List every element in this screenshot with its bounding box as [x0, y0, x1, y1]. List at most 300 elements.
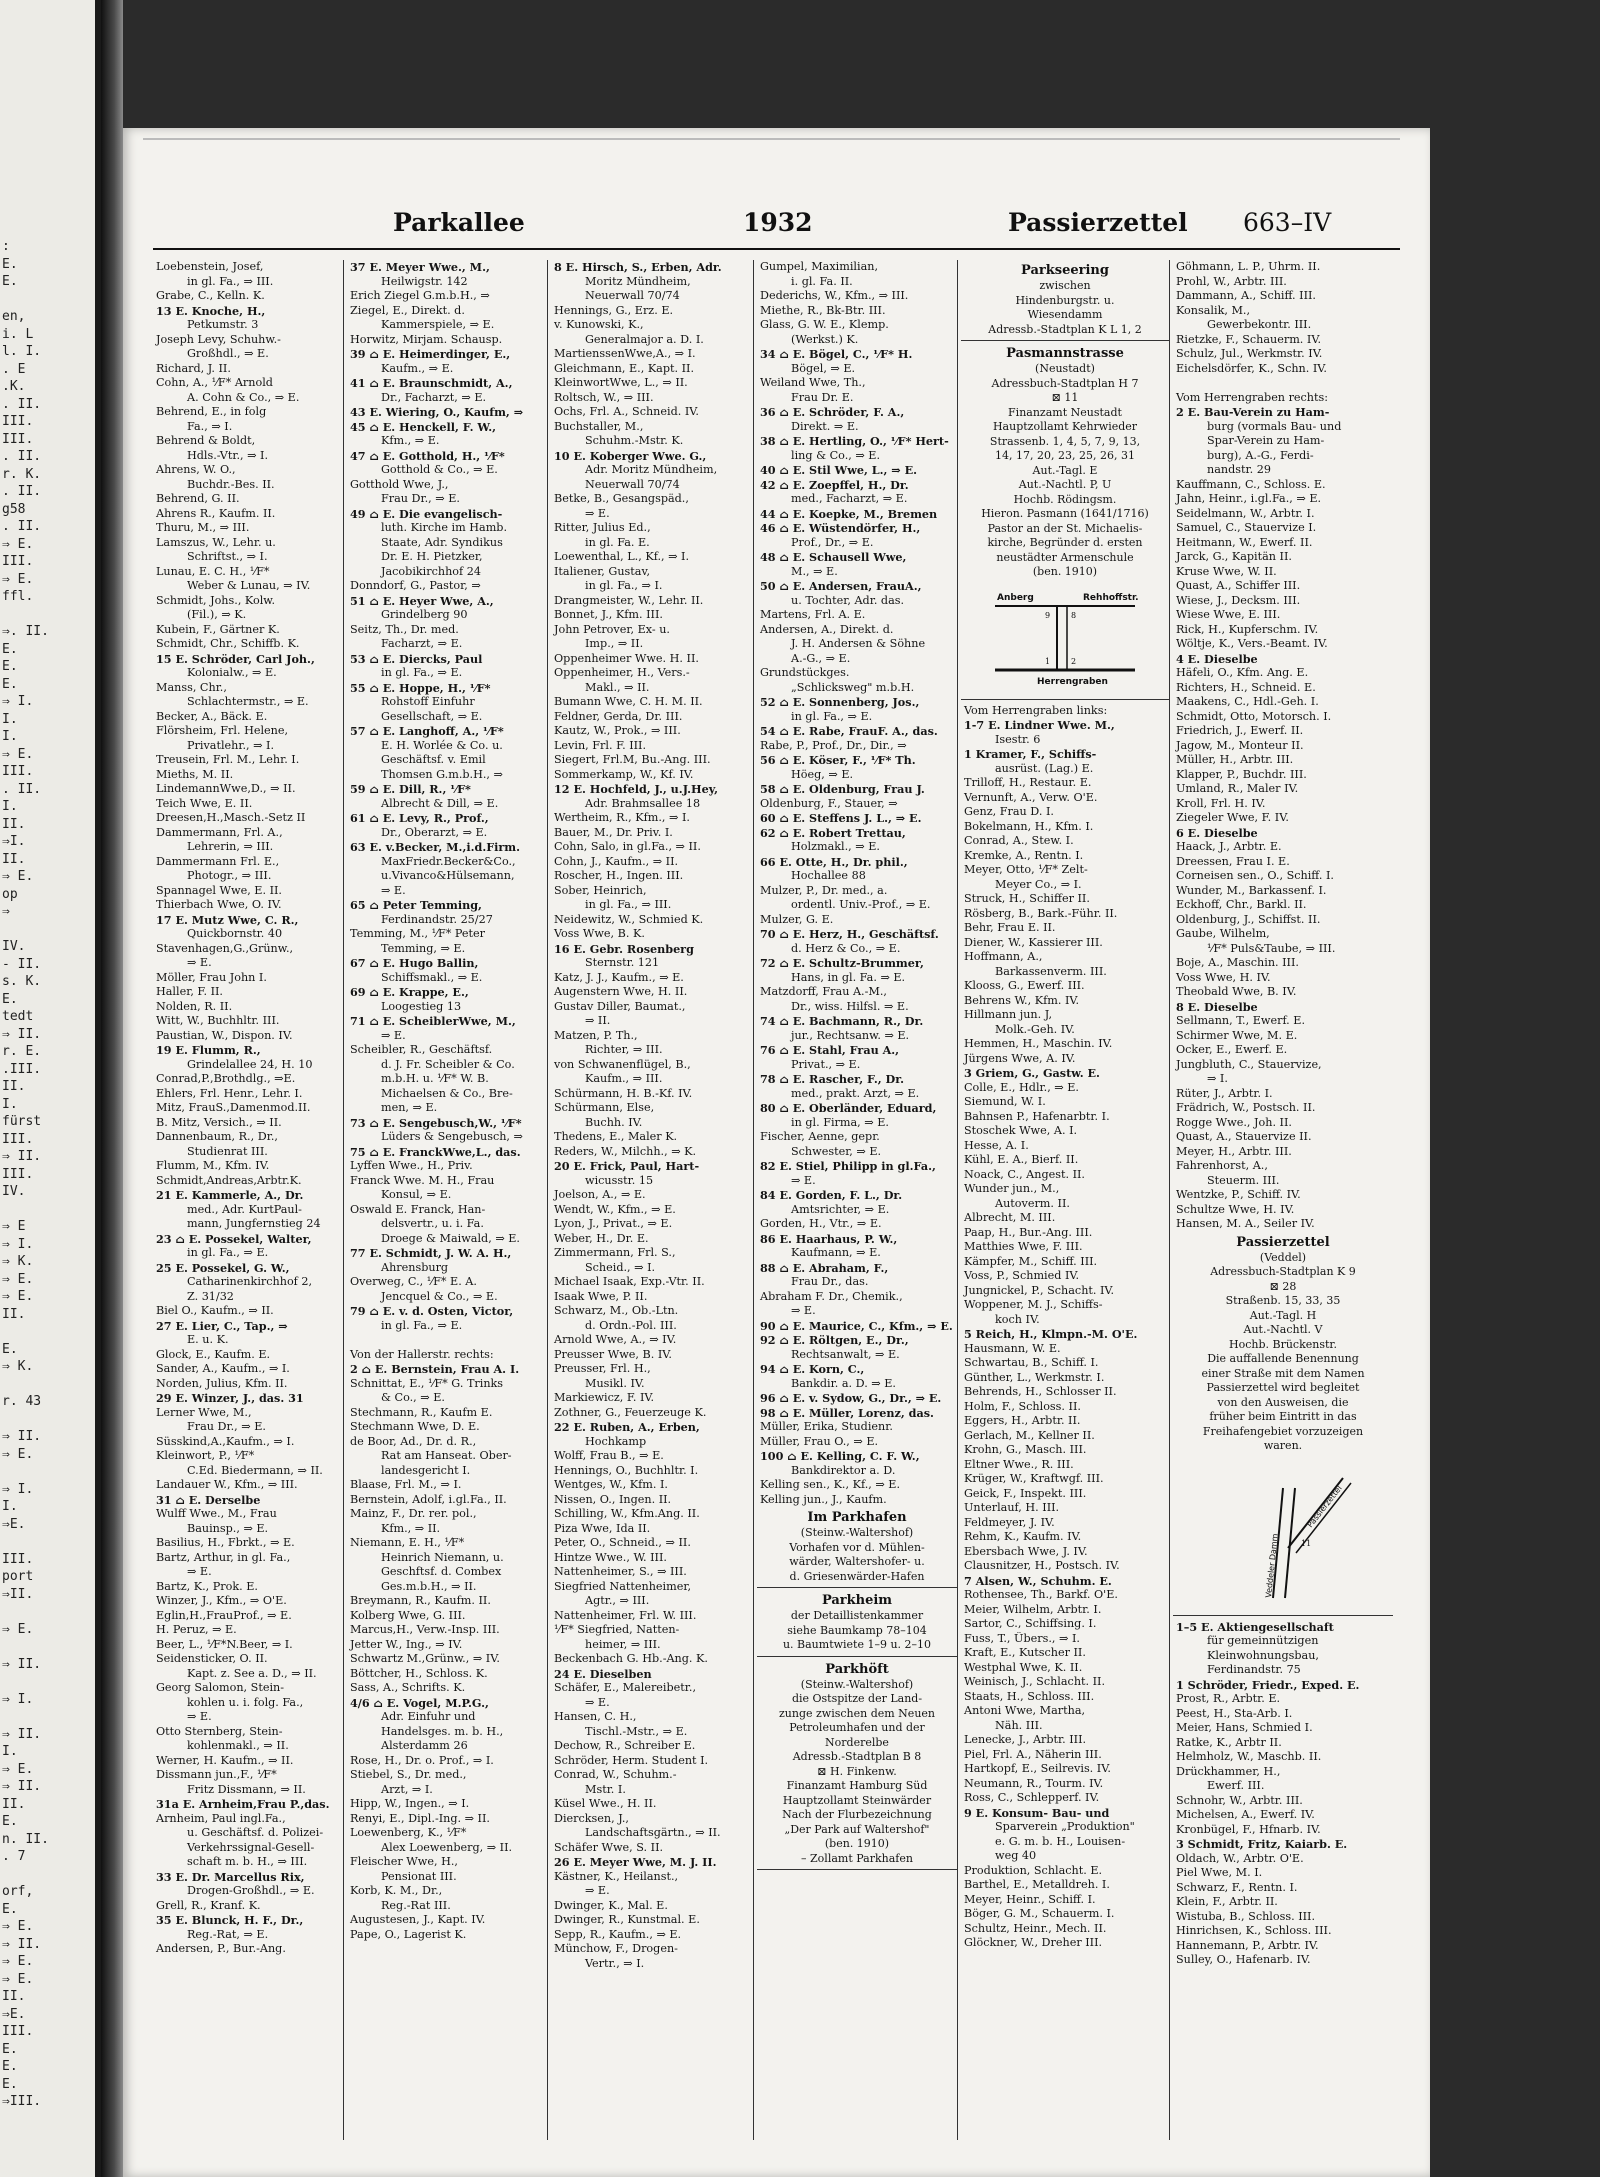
directory-entry: Alsterdamm 26: [381, 1739, 468, 1752]
directory-entry: Rehm, K., Kaufm. IV.: [964, 1530, 1082, 1543]
directory-entry: de Boor, Ad., Dr. d. R.,: [350, 1434, 477, 1448]
directory-entry: Corneisen sen., O., Schiff. I.: [1176, 869, 1334, 882]
directory-entry: Buchdr.-Bes. II.: [187, 477, 275, 491]
directory-entry: Loewenthal, L., Kf., ⇒ I.: [554, 550, 690, 563]
directory-entry: Hesse, A. I.: [964, 1138, 1029, 1152]
directory-entry: Dr., wiss. Hilfsl. ⇒ E.: [791, 999, 909, 1013]
directory-entry: weg 40: [995, 1849, 1037, 1862]
directory-entry: Großhdl., ⇒ E.: [187, 347, 269, 360]
directory-entry: Blaase, Frl. M., ⇒ I.: [350, 1478, 462, 1491]
directory-entry: 10 E. Koberger Wwe. G.,: [554, 448, 707, 463]
directory-entry: Neuerwall 70/74: [585, 477, 680, 491]
directory-entry: Kleinwohnungsbau,: [1207, 1648, 1319, 1662]
directory-entry: ⇒ E.: [187, 1710, 212, 1723]
directory-entry: Schnohr, W., Arbtr. III.: [1176, 1793, 1303, 1807]
directory-entry: ordentl. Univ.-Prof., ⇒ E.: [791, 898, 931, 911]
directory-entry: Levin, Frl. F. III.: [554, 738, 647, 752]
map-house-number: 1: [1045, 656, 1051, 666]
directory-entry: Eltner Wwe., R. III.: [964, 1457, 1074, 1471]
directory-entry: Schröder, Herm. Student I.: [554, 1753, 709, 1767]
directory-entry: in gl. Fa., ⇒ E.: [791, 709, 873, 723]
directory-entry: Facharzt, ⇒ E.: [381, 637, 463, 650]
directory-entry: Witt, W., Buchhltr. III.: [156, 1014, 280, 1027]
directory-entry: A.-G., ⇒ E.: [791, 651, 851, 665]
directory-entry: E. H. Worlée & Co. u.: [381, 738, 503, 752]
directory-entry: 90 ⌂ E. Maurice, C., Kfm., ⇒ E.: [760, 1318, 953, 1333]
directory-entry: Rose, H., Dr. o. Prof., ⇒ I.: [350, 1753, 494, 1767]
directory-entry: 1–5 E. Aktiengesellschaft: [1176, 1619, 1334, 1634]
directory-entry: 53 ⌂ E. Diercks, Paul: [350, 651, 483, 666]
column-3: [551, 260, 754, 2140]
directory-entry: med., Adr. KurtPaul-: [187, 1202, 302, 1216]
directory-entry: ⇒ E.: [585, 1884, 610, 1897]
directory-entry: ⇒ E.: [585, 506, 610, 520]
directory-entry: Conrad, W., Schuhm.-: [554, 1768, 677, 1781]
directory-entry: Arnheim, Paul ingl.Fa.,: [156, 1811, 286, 1825]
directory-entry: Zothner, G., Feuerzeuge K.: [554, 1405, 707, 1419]
street-name-heading: Parkseering: [1021, 263, 1109, 278]
directory-entry: 31 ⌂ E. Derselbe: [156, 1492, 261, 1507]
directory-entry: Gustav Diller, Baumat.,: [554, 999, 686, 1013]
directory-entry: Fuss, T., Übers., ⇒ I.: [964, 1631, 1080, 1645]
directory-entry: Eichelsdörfer, K., Schn. IV.: [1176, 361, 1327, 375]
directory-entry: Gesellschaft, ⇒ E.: [381, 709, 483, 723]
street-info-line: Finanzamt Neustadt: [1008, 405, 1122, 419]
directory-entry: Helmholz, W., Maschb. II.: [1176, 1750, 1322, 1763]
street-info-line: siehe Baumkamp 78–104: [787, 1623, 927, 1637]
directory-entry: Rohstoff Einfuhr: [381, 695, 475, 708]
directory-entry: MartienssenWwe,A., ⇒ I.: [554, 347, 696, 360]
directory-entry: Handelsges. m. b. H.,: [381, 1724, 504, 1738]
directory-entry: Andersen, P., Bur.-Ang.: [156, 1942, 286, 1955]
directory-entry: Jetter W., Ing., ⇒ IV.: [350, 1637, 463, 1651]
directory-entry: Z. 31/32: [187, 1289, 234, 1303]
directory-entry: Gotthold & Co., ⇒ E.: [381, 463, 498, 476]
street-name-heading: Parkhöft: [825, 1661, 889, 1677]
directory-entry: kohlen u. i. folg. Fa.,: [187, 1695, 304, 1709]
directory-entry: Fleischer Wwe, H.,: [350, 1855, 458, 1868]
directory-entry: Schmidt, Johs., Kolw.: [156, 593, 276, 607]
directory-entry: Grabe, C., Kelln. K.: [156, 289, 265, 302]
directory-entry: 100 ⌂ E. Kelling, C. F. W.,: [760, 1449, 920, 1463]
directory-entry: Ewerf. III.: [1207, 1779, 1265, 1792]
street-info-line: „Der Park auf Waltershof": [784, 1822, 930, 1836]
directory-entry: Pensionat III.: [381, 1869, 457, 1883]
directory-entry: med., prakt. Arzt, ⇒ E.: [791, 1086, 920, 1100]
directory-entry: Bahnsen P., Hafenarbtr. I.: [964, 1109, 1110, 1123]
directory-entry: Rat am Hanseat. Ober-: [381, 1449, 512, 1462]
directory-entry: Adr. Brahmsallee 18: [585, 796, 701, 810]
directory-entry: Richter, ⇒ III.: [585, 1043, 663, 1056]
directory-entry: Rothensee, Th., Barkf. O'E.: [964, 1588, 1118, 1601]
directory-entry: 63 E. v.Becker, M.,i.d.Firm.: [350, 840, 521, 854]
directory-entry: Klein, F., Arbtr. II.: [1176, 1895, 1278, 1908]
directory-entry: „Schlicksweg" m.b.H.: [791, 680, 915, 694]
directory-entry: 41 ⌂ E. Braunschmidt, A.,: [350, 376, 513, 390]
street-info-line: Wiesendamm: [1027, 308, 1103, 321]
directory-entry: Privatlehr., ⇒ I.: [187, 738, 275, 752]
directory-entry: Kfm., ⇒ II.: [381, 1521, 441, 1535]
directory-entry: ⇒ E.: [381, 1028, 406, 1042]
directory-entry: Böger, G. M., Schauerm. I.: [964, 1907, 1115, 1920]
directory-entry: Drückhammer, H.,: [1176, 1764, 1281, 1778]
directory-entry: Näh. III.: [995, 1718, 1043, 1732]
directory-entry: Makl., ⇒ II.: [585, 680, 650, 694]
directory-entry: Loewenberg, K., ⅟F*: [350, 1826, 467, 1839]
street-map-sketch: [1193, 1458, 1373, 1608]
directory-entry: 65 ⌂ Peter Temming,: [350, 898, 482, 912]
street-info-line: Passierzettel wird begleitet: [1206, 1381, 1360, 1394]
directory-entry: Fa., ⇒ I.: [187, 419, 233, 433]
directory-entry: Dreessen, Frau I. E.: [1176, 854, 1290, 868]
directory-entry: 60 ⌂ E. Steffens J. L., ⇒ E.: [760, 811, 922, 825]
street-info-box: [961, 262, 1169, 341]
directory-entry: Stechmann Wwe, D. E.: [350, 1420, 480, 1433]
directory-entry: Matzen, P. Th.,: [554, 1028, 638, 1042]
directory-entry: Thedens, E., Maler K.: [554, 1130, 678, 1143]
directory-entry: Musikl. IV.: [585, 1376, 645, 1390]
street-info-box: [961, 345, 1169, 700]
directory-entry: Meyer, Heinr., Schiff. I.: [964, 1892, 1096, 1906]
directory-entry: Schnittat, E., ⅟F* G. Trinks: [350, 1376, 504, 1390]
directory-entry: Thierbach Wwe, O. IV.: [156, 898, 282, 911]
directory-entry: Oswald E. Franck, Han-: [350, 1202, 486, 1216]
directory-entry: 50 ⌂ E. Andersen, FrauA.,: [760, 579, 922, 593]
directory-entry: Sass, A., Schrifts. K.: [350, 1681, 466, 1694]
directory-entry: Schultz, Heinr., Mech. II.: [964, 1921, 1107, 1935]
directory-entry: 4/6 ⌂ E. Vogel, M.P.G.,: [350, 1695, 489, 1710]
directory-entry: in gl. Fa., ⇒ III.: [585, 898, 672, 911]
map-street-label: Herrengraben: [1037, 676, 1108, 687]
directory-entry: Niemann, E. H., ⅟F*: [350, 1536, 465, 1549]
directory-entry: i. gl. Fa. II.: [791, 274, 853, 288]
directory-entry: Horwitz, Mirjam. Schausp.: [350, 332, 503, 346]
directory-entry: Buchstaller, M.,: [554, 419, 644, 433]
directory-entry: kohlenmakl., ⇒ II.: [187, 1739, 289, 1752]
directory-entry: 66 E. Otte, H., Dr. phil.,: [760, 854, 908, 869]
directory-entry: d. Ordn.-Pol. III.: [585, 1318, 677, 1332]
directory-entry: Eglin,H.,FrauProf., ⇒ E.: [156, 1608, 292, 1622]
directory-entry: Glock, E., Kaufm. E.: [156, 1347, 271, 1361]
directory-entry: Ferdinandstr. 25/27: [381, 912, 493, 926]
directory-entry: Teich Wwe, E. II.: [156, 796, 253, 810]
directory-entry: Dammermann, Frl. A.,: [156, 825, 283, 839]
directory-entry: Weber & Lunau, ⇒ IV.: [187, 579, 311, 592]
directory-entry: Jürgens Wwe, A. IV.: [964, 1051, 1076, 1065]
directory-entry: Fahrenhorst, A.,: [1176, 1159, 1268, 1172]
directory-entry: Jacobikirchhof 24: [381, 564, 481, 578]
directory-entry: med., Facharzt, ⇒ E.: [791, 492, 908, 505]
directory-entry: Martens, Frl. A. E.: [760, 608, 866, 621]
directory-entry: Grindelberg 90: [381, 608, 468, 621]
street-info-box: [757, 1592, 957, 1657]
directory-entry: 61 ⌂ E. Levy, R., Prof.,: [350, 811, 489, 825]
directory-entry: Genz, Frau D. I.: [964, 805, 1054, 818]
directory-entry: 84 E. Gorden, F. L., Dr.: [760, 1188, 903, 1202]
directory-entry: Eckhoff, Chr., Barkl. II.: [1176, 898, 1307, 911]
directory-entry: Klooss, G., Ewerf. III.: [964, 979, 1085, 992]
directory-entry: Preusser, Frl. H.,: [554, 1362, 651, 1375]
directory-entry: Rüter, J., Arbtr. I.: [1176, 1086, 1273, 1100]
directory-entry: Oldach, W., Arbtr. O'E.: [1176, 1851, 1304, 1865]
directory-entry: Barthel, E., Metalldreh. I.: [964, 1878, 1110, 1891]
directory-entry: 57 ⌂ E. Langhoff, A., ⅟F*: [350, 724, 504, 738]
street-info-line: (Veddel): [1259, 1250, 1307, 1264]
map-street-label: Passierzettel: [1305, 1483, 1344, 1529]
directory-entry: Grundstückges.: [760, 666, 850, 679]
directory-entry: Müller, Erika, Studienr.: [760, 1420, 893, 1433]
directory-entry: ling & Co., ⇒ E.: [791, 448, 881, 462]
directory-entry: Schlachtermstr., ⇒ E.: [187, 695, 309, 708]
directory-entry: Kapt. z. See a. D., ⇒ II.: [187, 1666, 317, 1680]
directory-entry: 70 ⌂ E. Herz, H., Geschäftsf.: [760, 927, 939, 941]
map-house-number: 9: [1045, 610, 1051, 620]
directory-entry: in gl. Fa., ⇒ E.: [381, 1318, 463, 1332]
directory-entry: 51 ⌂ E. Heyer Wwe, A.,: [350, 593, 494, 608]
directory-entry: Nattenheimer, S., ⇒ III.: [554, 1565, 687, 1578]
directory-entry: Schürmann, H. B.-Kf. IV.: [554, 1086, 693, 1100]
directory-entry: Boje, A., Maschin. III.: [1176, 956, 1299, 969]
directory-entry: 58 ⌂ E. Oldenburg, Frau J.: [760, 782, 925, 796]
directory-entry: Joelson, A., ⇒ E.: [554, 1188, 646, 1201]
directory-entry: Schilling, W., Kfm.Ang. II.: [554, 1507, 700, 1520]
directory-entry: Arzt, ⇒ I.: [381, 1782, 433, 1796]
directory-entry: e. G. m. b. H., Louisen-: [995, 1834, 1126, 1848]
directory-entry: 86 E. Haarhaus, P. W.,: [760, 1231, 898, 1246]
directory-entry: Reg.-Rat, ⇒ E.: [187, 1927, 269, 1941]
directory-entry: Kelling sen., K., Kf., ⇒ E.: [760, 1478, 901, 1491]
directory-entry: Neuerwall 70/74: [585, 289, 680, 302]
directory-entry: Becker, A., Bäck. E.: [156, 709, 268, 723]
directory-entry: Kleinwort, P., ⅟F*: [156, 1449, 255, 1462]
directory-entry: Thomsen G.m.b.H., ⇒: [381, 767, 503, 781]
directory-entry: Matthies Wwe, F. III.: [964, 1240, 1083, 1253]
directory-entry: Conrad,P.,Brothdlg., ⇒E.: [156, 1072, 296, 1085]
directory-entry: Otto Sternberg, Stein-: [156, 1724, 283, 1738]
directory-entry: Franck Wwe. M. H., Frau: [350, 1173, 495, 1187]
directory-entry: Drangmeister, W., Lehr. II.: [554, 593, 704, 607]
directory-entry: 62 ⌂ E. Robert Trettau,: [760, 825, 906, 840]
directory-entry: Kauffmann, C., Schloss. E.: [1176, 477, 1326, 491]
directory-entry: Katz, J. J., Kaufm., ⇒ E.: [554, 970, 684, 984]
directory-entry: Prof., Dr., ⇒ E.: [791, 535, 874, 549]
directory-entry: 4 E. Dieselbe: [1176, 651, 1258, 666]
directory-entry: Möller, Frau John I.: [156, 970, 267, 984]
directory-entry: J. H. Andersen & Söhne: [791, 637, 926, 650]
directory-entry: Voss Wwe, H. IV.: [1176, 970, 1271, 984]
directory-entry: Dreesen,H.,Masch.-Setz II: [156, 811, 306, 824]
directory-entry: Schmidt,Andreas,Arbtr.K.: [156, 1173, 302, 1187]
directory-entry: Treusein, Frl. M., Lehr. I.: [156, 753, 300, 766]
directory-entry: Hennings, O., Buchhltr. I.: [554, 1463, 699, 1477]
directory-entry: ⇒ E.: [187, 956, 212, 969]
directory-entry: Stiebel, S., Dr. med.,: [350, 1768, 467, 1781]
directory-entry: Stavenhagen,G.,Grünw.,: [156, 941, 294, 955]
directory-entry: 98 ⌂ E. Müller, Lorenz, das.: [760, 1405, 934, 1420]
directory-entry: Rabe, P., Prof., Dr., Dir., ⇒: [760, 738, 907, 752]
directory-entry: 46 ⌂ E. Wüstendörfer, H.,: [760, 521, 921, 535]
directory-entry: Scheibler, R., Geschäftsf.: [350, 1043, 493, 1056]
directory-entry: Staate, Adr. Syndikus: [381, 535, 503, 549]
directory-entry: 17 E. Mutz Wwe, C. R.,: [156, 912, 299, 927]
directory-entry: Glass, G. W. E., Klemp.: [760, 318, 889, 331]
street-info-line: (Steinw.-Waltershof): [800, 1526, 914, 1539]
directory-entry: Kästner, K., Heilanst.,: [554, 1869, 679, 1883]
directory-entry: Sparverein „Produktion": [995, 1820, 1135, 1833]
directory-entry: 48 ⌂ E. Schausell Wwe,: [760, 550, 907, 564]
directory-entry: Kaufm., ⇒ E.: [381, 361, 454, 375]
directory-entry: 12 E. Hochfeld, J., u.J.Hey,: [554, 782, 719, 796]
directory-entry: Schmidt, Chr., Schiffb. K.: [156, 637, 300, 650]
directory-entry: [347, 1333, 547, 1348]
directory-entry: Wentzke, P., Schiff. IV.: [1176, 1188, 1301, 1201]
directory-entry: 80 ⌂ E. Oberländer, Eduard,: [760, 1101, 937, 1115]
directory-entry: Ochs, Frl. A., Schneid. IV.: [554, 405, 699, 418]
directory-entry: Staats, H., Schloss. III.: [964, 1689, 1095, 1703]
directory-entry: & Co., ⇒ E.: [381, 1391, 445, 1404]
directory-entry: Kroll, Frl. H. IV.: [1176, 796, 1266, 810]
directory-entry: nandstr. 29: [1207, 463, 1271, 476]
directory-entry: Schuhm.-Mstr. K.: [585, 434, 684, 447]
street-info-line: von den Ausweisen, die: [1217, 1395, 1349, 1409]
directory-entry: Autoverm. II.: [995, 1196, 1070, 1210]
directory-entry: Neumann, R., Tourm. IV.: [964, 1776, 1104, 1790]
directory-entry: delsvertr., u. i. Fa.: [381, 1217, 484, 1230]
directory-entry: 31a E. Arnheim,Frau P.,das.: [156, 1797, 330, 1811]
street-info-line: die Ostspitze der Land-: [791, 1692, 923, 1705]
street-info-line: ⊠ 11: [1051, 391, 1079, 404]
directory-entry: Vertr., ⇒ I.: [585, 1956, 645, 1970]
directory-entry: Schäfer, E., Malereibetr.,: [554, 1681, 697, 1694]
directory-entry: Seidelmann, W., Arbtr. I.: [1176, 506, 1315, 520]
directory-entry: Voss Wwe, B. K.: [554, 927, 645, 940]
directory-entry: Hansen, M. A., Seiler IV.: [1176, 1217, 1315, 1230]
directory-entry: 24 E. Dieselben: [554, 1666, 652, 1681]
street-info-line: der Detaillistenkammer: [790, 1609, 924, 1622]
directory-entry: Heitmann, W., Ewerf. II.: [1176, 535, 1313, 549]
directory-entry: Kautz, W., Prok., ⇒ III.: [554, 724, 681, 737]
directory-entry: 40 ⌂ E. Stil Wwe, L., ⇒ E.: [760, 463, 917, 477]
directory-entry: John Petrover, Ex- u.: [554, 622, 670, 636]
street-info-line: wärder, Waltershofer- u.: [789, 1555, 925, 1568]
directory-entry: Arnold Wwe, A., ⇒ IV.: [554, 1333, 677, 1346]
directory-entry: Diener, W., Kassierer III.: [964, 935, 1103, 949]
header-year: 1932: [743, 208, 813, 237]
directory-entry: Oppenheimer, H., Vers.-: [554, 666, 690, 679]
directory-entry: 21 E. Kammerle, A., Dr.: [156, 1188, 304, 1202]
directory-entry: Kremke, A., Rentn. I.: [964, 848, 1084, 862]
directory-entry: Lyffen Wwe., H., Priv.: [350, 1159, 473, 1172]
directory-entry: Behrends, H., Schlosser II.: [964, 1385, 1117, 1398]
directory-entry: Haller, F. II.: [156, 985, 223, 998]
directory-entry: Richard, J. II.: [156, 361, 231, 375]
directory-entry: 22 E. Ruben, A., Erben,: [554, 1420, 700, 1434]
directory-entry: Rietzke, F., Schauerm. IV.: [1176, 332, 1322, 346]
directory-entry: 8 E. Hirsch, S., Erben, Adr.: [554, 260, 722, 274]
directory-entry: Renyi, E., Dipl.-Ing. ⇒ II.: [350, 1811, 490, 1825]
directory-entry: Generalmajor a. D. I.: [585, 332, 704, 346]
directory-entry: Quast, A., Stauervize II.: [1176, 1130, 1312, 1143]
directory-entry: 77 E. Schmidt, J. W. A. H.,: [350, 1246, 512, 1260]
directory-entry: Ritter, Julius Ed.,: [554, 521, 651, 534]
directory-entry: ⅟F* Puls&Taube, ⇒ III.: [1207, 941, 1336, 955]
directory-entry: Direkt. ⇒ E.: [791, 419, 859, 433]
directory-entry: Stoschek Wwe, A. I.: [964, 1124, 1078, 1137]
directory-entry: 33 E. Dr. Marcellus Rix,: [156, 1869, 305, 1884]
directory-entry: Voss, P., Schmied IV.: [964, 1269, 1080, 1282]
directory-entry: 76 ⌂ E. Stahl, Frau A.,: [760, 1043, 900, 1057]
directory-entry: Preusser Wwe, B. IV.: [554, 1347, 672, 1361]
directory-entry: Overweg, C., ⅟F* E. A.: [350, 1275, 477, 1288]
street-info-line: Vorhafen vor d. Mühlen-: [789, 1540, 925, 1554]
directory-entry: u. Tochter, Adr. das.: [791, 593, 905, 607]
directory-entry: 72 ⌂ E. Schultz-Brummer,: [760, 956, 924, 970]
directory-entry: Jencquel & Co., ⇒ E.: [381, 1289, 498, 1303]
directory-entry: Gotthold Wwe, J.,: [350, 477, 449, 491]
directory-entry: Dechow, R., Schreiber E.: [554, 1739, 696, 1752]
directory-entry: Mulzer, G. E.: [760, 912, 834, 926]
street-info-line: (ben. 1910): [1032, 565, 1098, 578]
directory-entry: Schriftst., ⇒ I.: [187, 550, 268, 563]
directory-entry: Behrend, G. II.: [156, 492, 240, 505]
directory-entry: Seidensticker, O. II.: [156, 1652, 268, 1665]
directory-entry: Geschäftsf. v. Emil: [381, 753, 486, 766]
directory-entry: Wertheim, R., Kfm., ⇒ I.: [554, 811, 690, 824]
directory-entry: Hansen, C. H.,: [554, 1710, 637, 1723]
directory-entry: Roltsch, W., ⇒ III.: [554, 390, 654, 404]
directory-entry: Catharinenkirchhof 2,: [187, 1275, 313, 1288]
directory-entry: m.b.H. u. ⅟F* W. B.: [381, 1072, 489, 1085]
street-info-line: (ben. 1910): [824, 1837, 890, 1850]
directory-entry: Mainz, F., Dr. rer. pol.,: [350, 1507, 477, 1520]
directory-entry: Ahrens R., Kaufm. II.: [156, 506, 276, 520]
street-info-line: 14, 17, 20, 23, 25, 26, 31: [995, 449, 1135, 462]
directory-entry: Meier, Hans, Schmied I.: [1176, 1721, 1313, 1734]
directory-entry: 67 ⌂ E. Hugo Ballin,: [350, 956, 479, 970]
directory-entry: Ziegeler Wwe, F. IV.: [1176, 811, 1289, 824]
directory-entry: Oldenburg, J., Schiffst. II.: [1176, 912, 1321, 926]
directory-entry: Kraft, E., Kutscher II.: [964, 1646, 1086, 1659]
header-page-number: 663–IV: [1243, 208, 1332, 237]
directory-entry: Flörsheim, Frl. Helene,: [156, 724, 289, 737]
directory-entry: Kubein, F., Gärtner K.: [156, 622, 280, 636]
directory-entry: Müller, H., Arbtr. III.: [1176, 753, 1294, 766]
directory-entry: Donndorf, G., Pastor, ⇒: [350, 579, 481, 592]
street-info-line: Die auffallende Benennung: [1207, 1352, 1359, 1365]
directory-entry: Kruse Wwe, W. II.: [1176, 564, 1277, 578]
directory-entry: Wiese, J., Decksm. III.: [1176, 593, 1301, 607]
directory-entry: ⇒ E.: [381, 883, 406, 897]
directory-entry: Woppener, M. J., Schiffs-: [964, 1298, 1103, 1311]
book-gutter: [101, 0, 123, 2177]
directory-entry: Schwester, ⇒ E.: [791, 1144, 882, 1158]
directory-entry: Vom Herrengraben links:: [964, 703, 1108, 717]
directory-entry: 38 ⌂ E. Hertling, O., ⅟F* Hert-: [760, 434, 949, 448]
directory-entry: 71 ⌂ E. ScheiblerWwe, M.,: [350, 1014, 516, 1028]
directory-entry: Imp., ⇒ II.: [585, 637, 644, 650]
directory-entry: Von der Hallerstr. rechts:: [350, 1347, 494, 1361]
directory-entry: 16 E. Gebr. Rosenberg: [554, 941, 694, 956]
directory-entry: in gl. Fa., ⇒ III.: [187, 274, 274, 288]
directory-entry: Kaufm., ⇒ III.: [585, 1072, 663, 1085]
directory-entry: Flumm, M., Kfm. IV.: [156, 1159, 270, 1172]
directory-entry: Ziegel, E., Direkt. d.: [350, 303, 465, 317]
directory-entry: Werner, H. Kaufm., ⇒ II.: [156, 1753, 294, 1767]
directory-entry: schaft m. b. H., ⇒ III.: [187, 1855, 308, 1868]
directory-entry: Vernunft, A., Verw. O'E.: [964, 790, 1098, 804]
directory-entry: Abraham F. Dr., Chemik.,: [760, 1289, 903, 1303]
directory-entry: Betke, B., Gesangspäd.,: [554, 492, 689, 505]
